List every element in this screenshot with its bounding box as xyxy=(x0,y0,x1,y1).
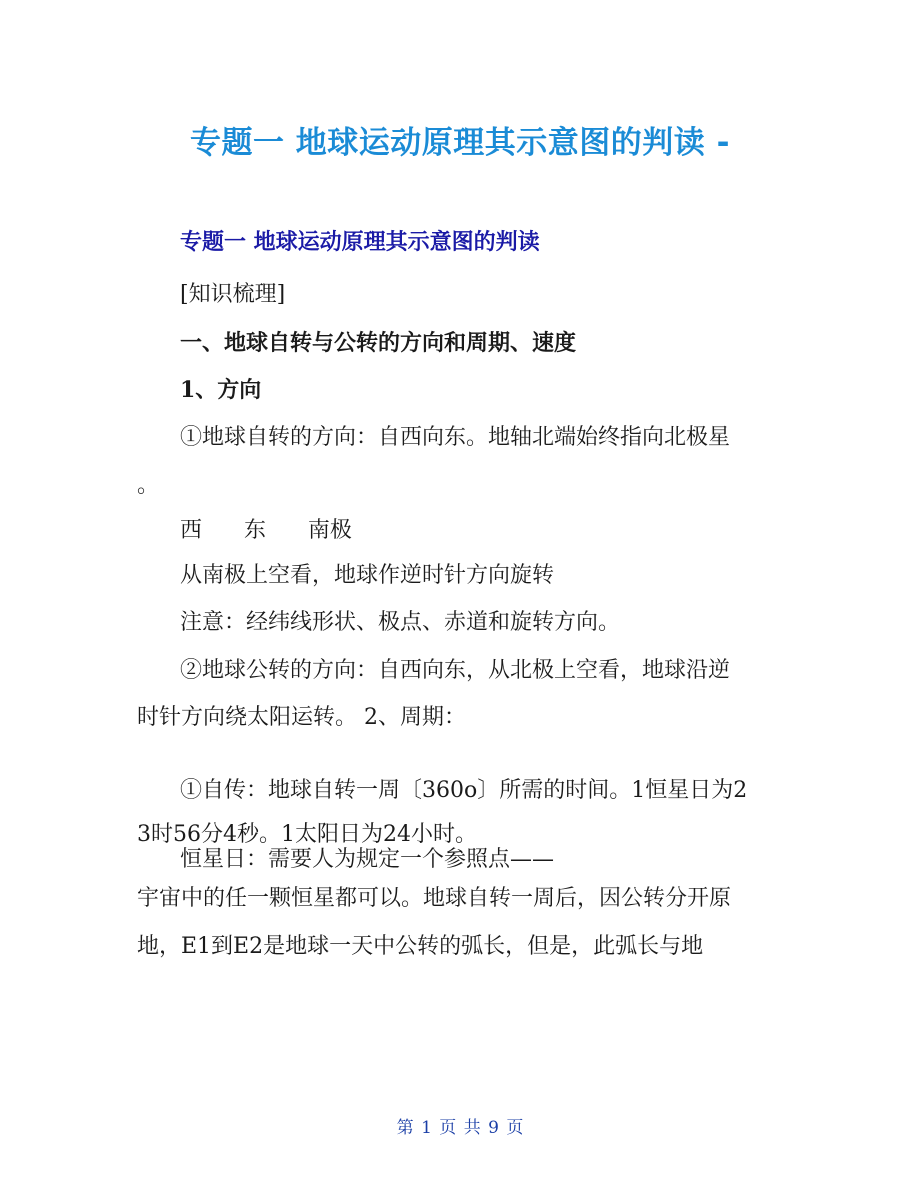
paragraph-sidereal-day-cont: 宇宙中的任一颗恒星都可以。地球自转一周后，因公转分开原 xyxy=(137,886,732,911)
paragraph-sidereal-day: 恒星日：需要人为规定一个参照点—— xyxy=(180,847,555,872)
paragraph-rotation-period: ①自传：地球自转一周〔360o〕所需的时间。1恒星日为2 xyxy=(180,778,748,803)
section-title: 专题一 地球运动原理其示意图的判读 xyxy=(180,230,540,255)
page-number-footer: 第 1 页 共 9 页 xyxy=(396,1118,524,1138)
paragraph-sidereal-day-end: 地，E1到E2是地球一天中公转的弧长，但是，此弧长与地 xyxy=(137,934,704,959)
paragraph-rotation-direction: ①地球自转的方向：自西向东。地轴北端始终指向北极星 xyxy=(180,425,731,450)
paragraph-note: 注意：经纬线形状、极点、赤道和旋转方向。 xyxy=(180,610,621,635)
paragraph-rotation-direction-end: 。 xyxy=(137,473,160,498)
document-title: 专题一 地球运动原理其示意图的判读 - xyxy=(190,125,730,161)
section-heading-rotation-revolution: 一、地球自转与公转的方向和周期、速度 xyxy=(180,330,577,356)
subheading-direction: 1、方向 xyxy=(180,377,262,403)
diagram-labels: 西 东 南极 xyxy=(180,518,352,543)
paragraph-south-pole-view: 从南极上空看，地球作逆时针方向旋转 xyxy=(180,563,555,588)
paragraph-revolution-direction-cont: 时针方向绕太阳运转。 2、周期： xyxy=(137,705,466,730)
paragraph-rotation-period-cont: 3时56分4秒。1太阳日为24小时。 xyxy=(137,822,477,847)
paragraph-revolution-direction: ②地球公转的方向：自西向东，从北极上空看，地球沿逆 xyxy=(180,658,731,683)
knowledge-heading: [知识梳理] xyxy=(180,282,286,307)
